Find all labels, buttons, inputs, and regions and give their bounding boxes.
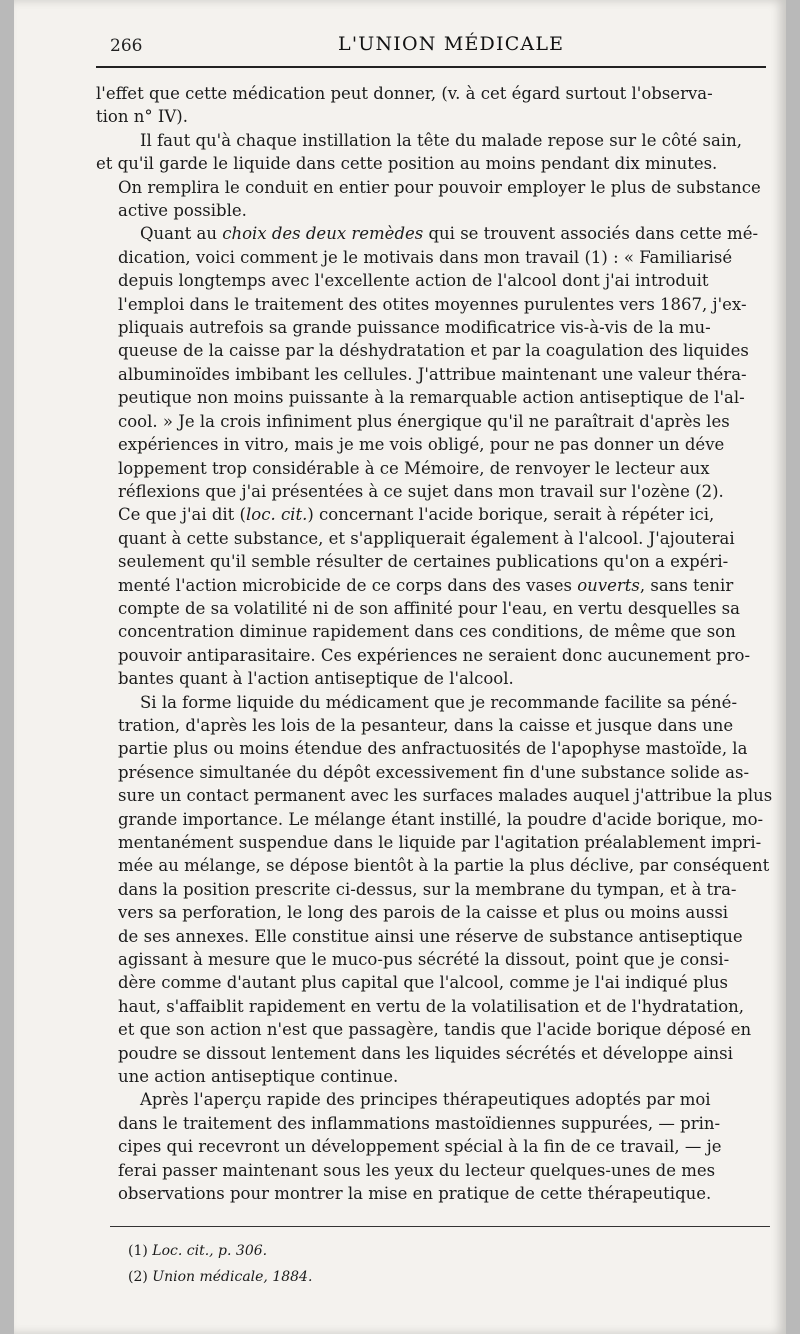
text-line: peutique non moins puissante à la remarquable action antiseptique de l'al- <box>118 388 745 408</box>
text-line: l'effet que cette médication peut donner, (v. à cet égard surtout l'observa- <box>96 84 713 103</box>
text-line: Après l'aperçu rapide des principes thérapeutiques adoptés par moi <box>140 1090 711 1110</box>
text-line: compte de sa volatilité ni de son affinité pour l'eau, en vertu desquelles sa <box>118 598 740 618</box>
text-line: vers sa perforation, le long des parois de la caisse et plus ou moins aussi <box>118 903 729 923</box>
text-line: Si la forme liquide du médicament que je recommande facilite sa péné- <box>140 692 738 712</box>
text-line: active possible. <box>118 201 247 221</box>
footnote-marker: (2) <box>128 1269 148 1285</box>
text-line: tration, d'après les lois de la pesanteur, dans la caisse et jusque dans une <box>118 715 734 735</box>
paragraph-2 <box>96 129 772 223</box>
text-run: , sans tenir <box>639 575 734 595</box>
text-run: Quant au <box>140 224 223 244</box>
text-line: partie plus ou moins étendue des anfractuosités de l'apophyse mastoïde, la <box>118 739 748 759</box>
footnote-text: Union médicale, 1884. <box>152 1269 313 1285</box>
text-line: une action antiseptique continue. <box>118 1067 399 1087</box>
text-line: mentanément suspendue dans le liquide par l'agitation préalablement impri- <box>118 833 762 852</box>
text-line: cool. » Je la crois infiniment plus énergique qu'il ne paraîtrait d'après les <box>118 411 730 431</box>
text-line: cipes qui recevront un développement spécial à la fin de ce travail, — je <box>118 1137 722 1157</box>
footnotes <box>128 1238 728 1290</box>
text-line: seulement qu'il semble résulter de certaines publications qu'on a expéri- <box>118 552 729 572</box>
text-line: expériences in vitro, mais je me vois obligé, pour ne pas donner un déve <box>118 435 725 455</box>
text-run: qui se trouvent associés dans cette mé- <box>423 224 759 244</box>
text-line: grande importance. Le mélange étant instillé, la poudre d'acide borique, mo- <box>118 809 764 829</box>
text-line: ferai passer maintenant sous les yeux du lecteur quelques-unes de mes <box>118 1160 716 1180</box>
text-line: On remplira le conduit en entier pour pouvoir employer le plus de substance <box>118 177 761 197</box>
text-line: quant à cette substance, et s'appliquerait également à l'alcool. J'ajouterai <box>118 528 735 548</box>
text-line: depuis longtemps avec l'excellente action de l'alcool dont j'ai introduit <box>118 271 709 291</box>
text-run: ) concernant l'acide borique, serait à répéter ici, <box>307 505 715 525</box>
text-line: albuminoïdes imbibant les cellules. J'attribue maintenant une valeur théra- <box>118 364 747 384</box>
paragraph-1 <box>96 82 772 129</box>
italic-run: ouverts <box>577 575 640 595</box>
text-line: bantes quant à l'action antiseptique de l'alcool. <box>118 669 514 689</box>
footnote-1 <box>128 1238 728 1264</box>
footnote-2 <box>128 1264 728 1290</box>
header-rule <box>96 66 766 68</box>
text-line <box>96 503 772 526</box>
paragraph-3 <box>96 222 772 690</box>
text-line: dans le traitement des inflammations mastoïdiennes suppurées, — prin- <box>118 1113 721 1133</box>
page-number: 266 <box>110 36 143 56</box>
footnote-rule <box>110 1226 770 1227</box>
text-line: observations pour montrer la mise en pratique de cette thérapeutique. <box>118 1184 712 1204</box>
text-run: Ce que j'ai dit ( <box>118 505 246 525</box>
text-line: pliquais autrefois sa grande puissance modificatrice vis-à-vis de la mu- <box>118 318 711 338</box>
paragraph-5 <box>96 1088 772 1205</box>
text-line: poudre se dissout lentement dans les liquides sécrétés et développe ainsi <box>118 1043 733 1063</box>
running-title: L'UNION MÉDICALE <box>338 33 565 55</box>
text-line: présence simultanée du dépôt excessivement fin d'une substance solide as- <box>118 762 750 782</box>
text-run: menté l'action microbicide de ce corps dans des vases <box>118 575 578 595</box>
text-line: l'emploi dans le traitement des otites moyennes purulentes vers 1867, j'ex- <box>118 294 747 314</box>
text-line: loppement trop considérable à ce Mémoire, de renvoyer le lecteur aux <box>118 458 710 478</box>
text-line: de ses annexes. Elle constitue ainsi une réserve de substance antiseptique <box>118 926 743 946</box>
text-line: dans la position prescrite ci-dessus, sur la membrane du tympan, et à tra- <box>118 879 737 899</box>
text-line <box>96 574 772 597</box>
page-header <box>98 28 778 62</box>
text-line: queuse de la caisse par la déshydratation et par la coagulation des liquides <box>118 341 749 361</box>
italic-run: loc. cit. <box>246 505 308 525</box>
text-line: mée au mélange, se dépose bientôt à la partie la plus déclive, par conséquent <box>118 856 770 876</box>
text-line: Il faut qu'à chaque instillation la tête du malade repose sur le côté sain, <box>140 130 742 150</box>
footnote-text: Loc. cit., p. 306. <box>152 1243 268 1259</box>
text-line: concentration diminue rapidement dans ces conditions, de même que son <box>118 622 736 642</box>
text-line: pouvoir antiparasitaire. Ces expériences ne seraient donc aucunement pro- <box>118 645 751 665</box>
text-line: et que son action n'est que passagère, tandis que l'acide borique déposé en <box>118 1020 752 1040</box>
footnote-marker: (1) <box>128 1243 148 1259</box>
paragraph-4 <box>96 691 772 1089</box>
text-line: agissant à mesure que le muco-pus sécrété la dissout, point que je consi- <box>118 950 730 970</box>
text-line: sure un contact permanent avec les surfaces malades auquel j'attribue la plus <box>118 786 772 806</box>
text-line: réflexions que j'ai présentées à ce sujet dans mon travail sur l'ozène (2). <box>118 481 724 501</box>
text-line: dère comme d'autant plus capital que l'alcool, comme je l'ai indiqué plus <box>118 973 728 993</box>
text-line: dication, voici comment je le motivais dans mon travail (1) : « Familiarisé <box>118 247 733 267</box>
italic-run: choix des deux remèdes <box>222 224 424 244</box>
text-line: haut, s'affaiblit rapidement en vertu de la volatilisation et de l'hydratation, <box>118 996 745 1016</box>
body-text <box>96 82 772 1206</box>
text-line: tion n° IV). <box>96 107 188 127</box>
text-line: et qu'il garde le liquide dans cette position au moins pendant dix minutes. <box>96 154 718 174</box>
text-line <box>96 222 772 245</box>
